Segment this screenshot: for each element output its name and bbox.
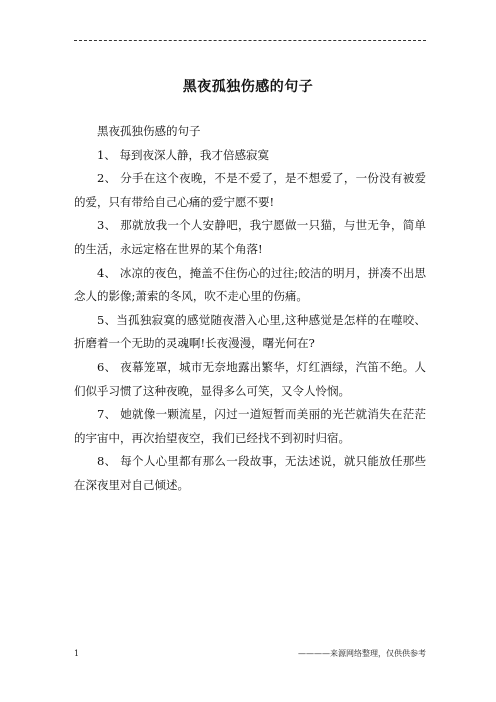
paragraph-2: 2、 分手在这个夜晚，不是不爱了，是不想爱了，一份没有被爱的爱，只有带给自己心痛的爱宁愿不要!: [74, 171, 426, 209]
page-number: 1: [74, 649, 80, 658]
paragraph-6: 6、 夜幕笼罩，城市无奈地露出繁华，灯红酒绿，汽笛不绝。人们似乎习惯了这种夜晚，显得多么可笑，又令人怜悯。: [74, 359, 426, 398]
paragraph-7: 7、 她就像一颗流星，闪过一道短暂而美丽的光芒就消失在茫茫的宇宙中，再次抬望夜空，我们已经找不到初时归宿。: [74, 407, 426, 445]
header-dashed-rule: [74, 40, 426, 41]
source-note: ————来源网络整理，仅供供参考: [298, 649, 426, 658]
page-footer: [74, 647, 426, 661]
paragraph-4: 4、 冰凉的夜色，掩盖不住伤心的过往;皎洁的明月，拼凑不出思念人的影像;萧索的冬风，吹不走心里的伤痛。: [74, 265, 426, 304]
paragraph-8: 8、 每个人心里都有那么一段故事，无法述说，就只能放任那些在深夜里对自己倾述。: [74, 454, 426, 492]
paragraph-1: 1、 每到夜深人静，我才倍感寂寞: [97, 147, 269, 162]
paragraph-3: 3、 那就放我一个人安静吧，我宁愿做一只猫，与世无争，简单的生活，永远定格在世界的某个角落!: [74, 218, 426, 256]
paragraph-subtitle: 黑夜孤独伤感的句子: [97, 124, 201, 138]
document-title: 黑夜孤独伤感的句子: [182, 79, 314, 95]
document-body: [74, 120, 426, 498]
paragraph-5: 5、当孤独寂寞的感觉随夜潜入心里,这种感觉是怎样的在噬咬、折磨着一个无助的灵魂啊!长夜漫漫，曙光何在?: [74, 312, 426, 351]
